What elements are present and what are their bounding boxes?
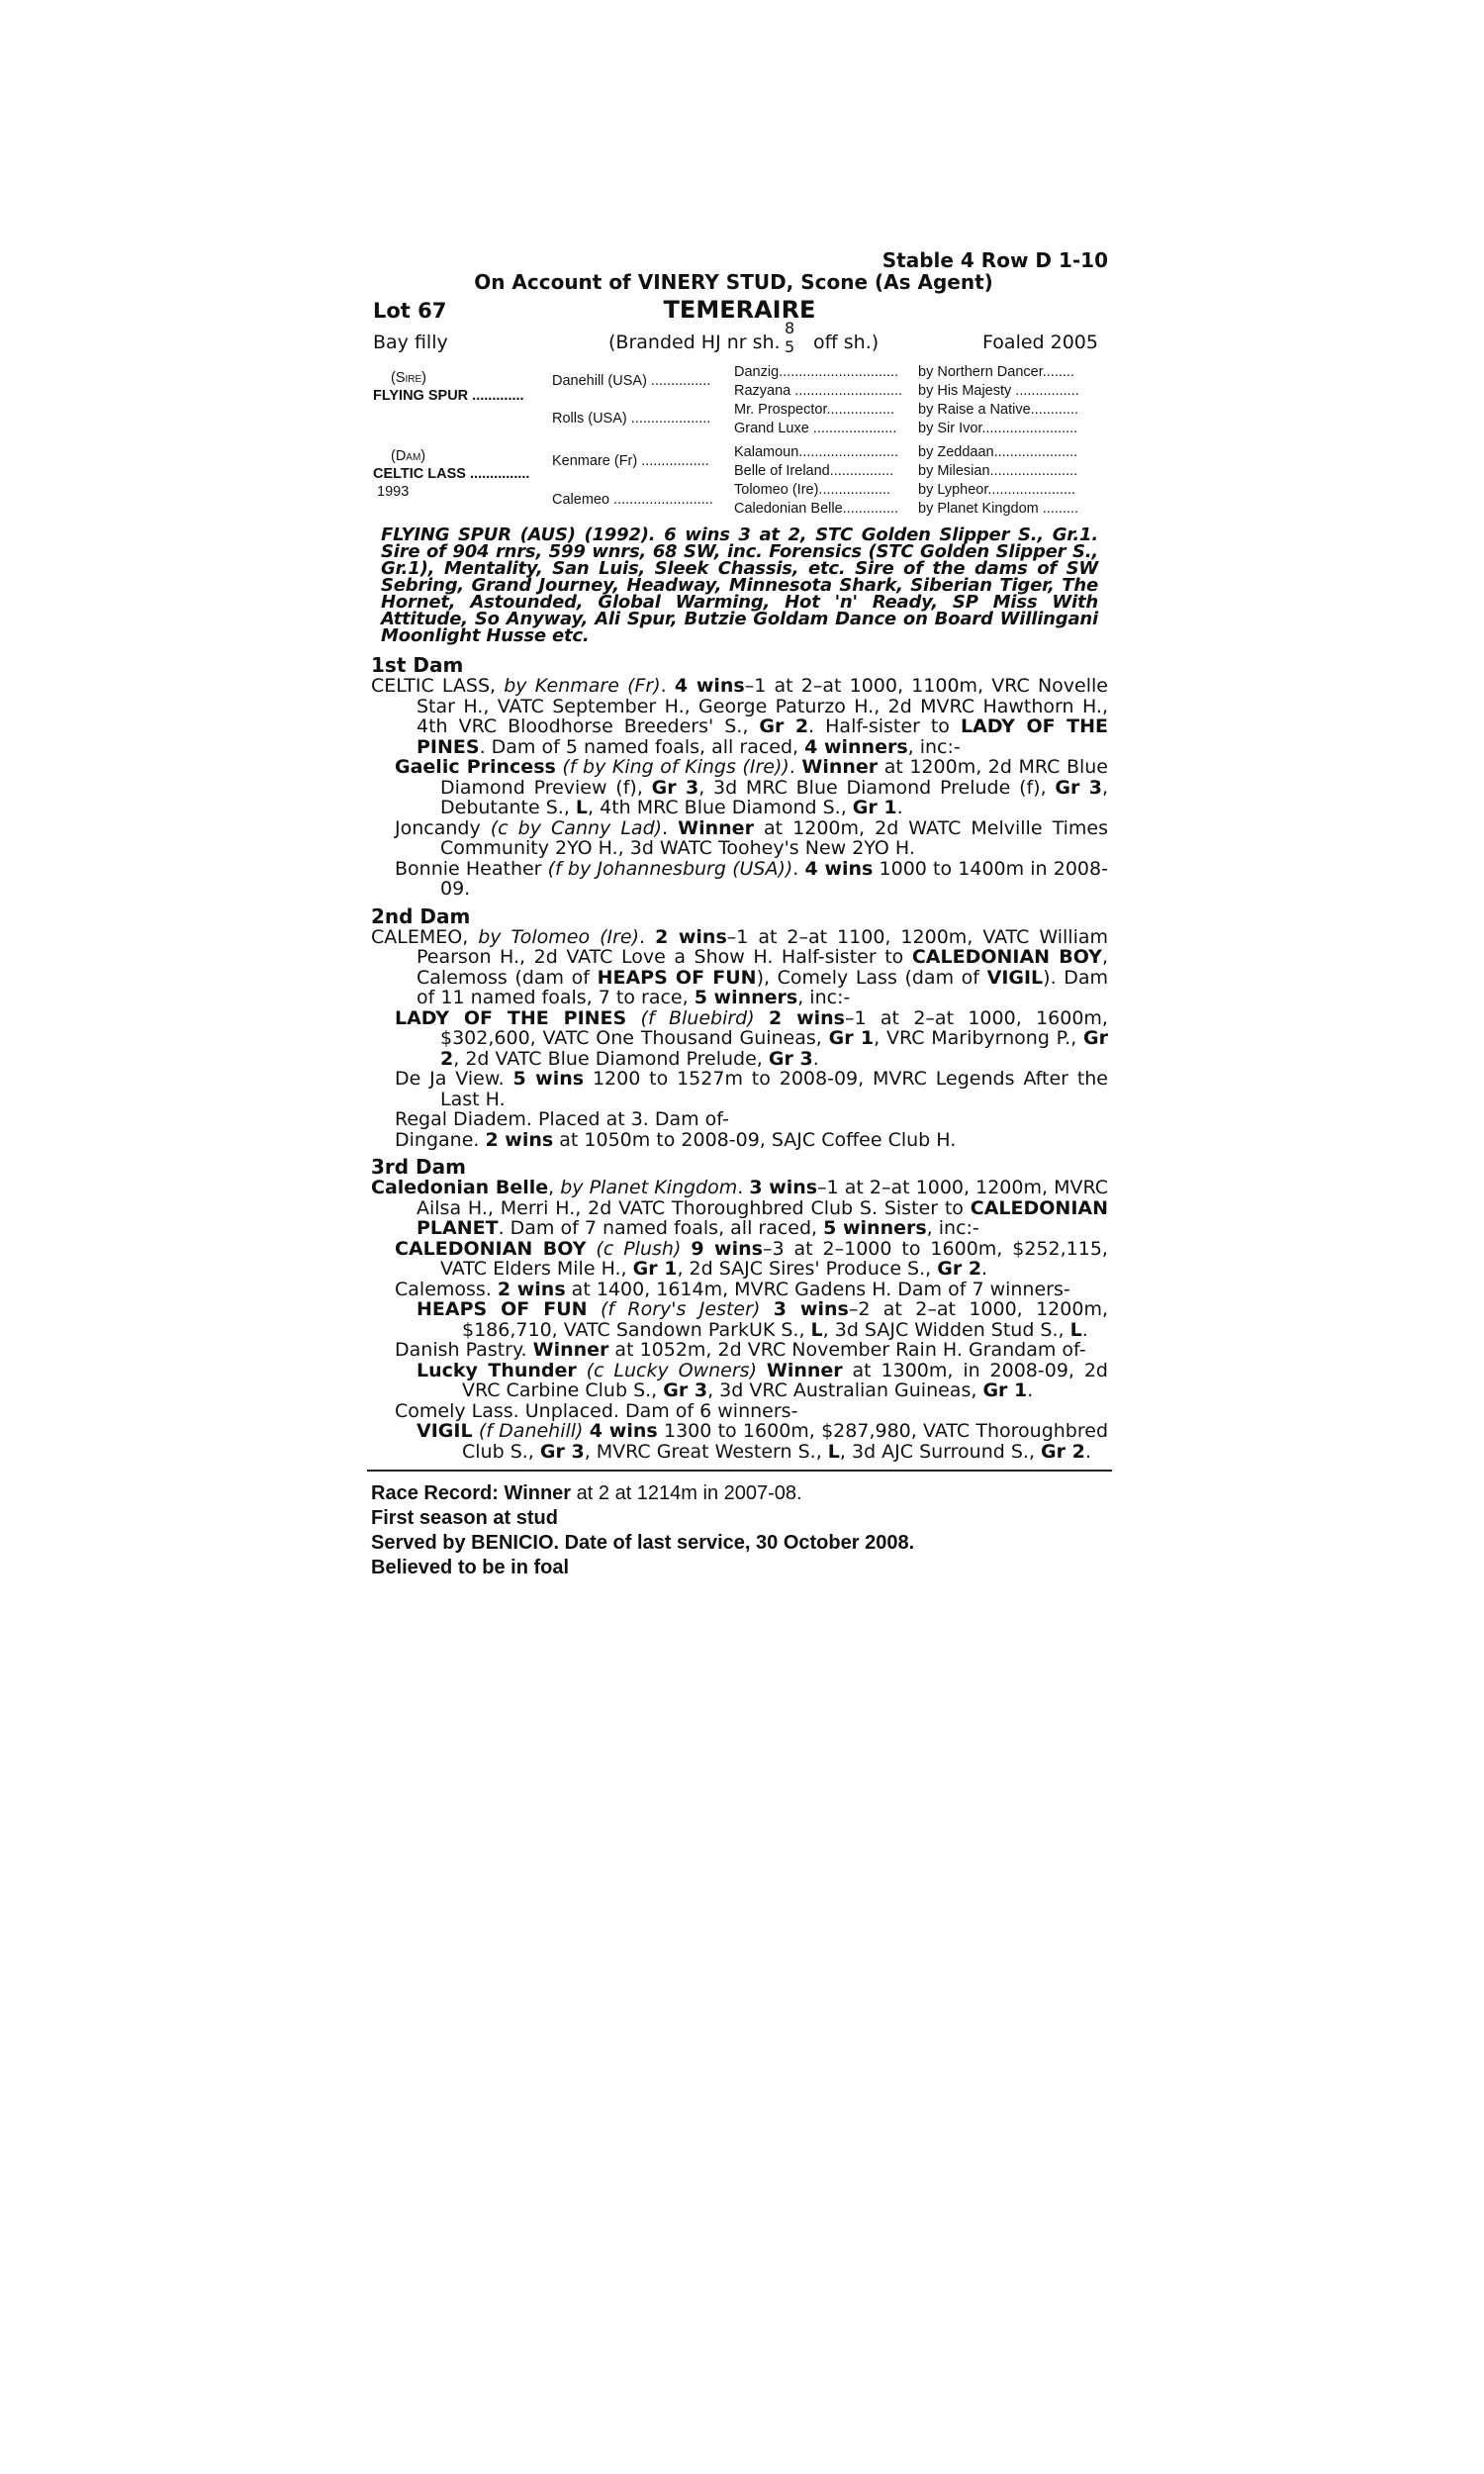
progeny-heaps-of-fun: HEAPS OF FUN (f Rory's Jester) 3 wins–2 at 2–at 1000, 1200m, $186,710, VATC Sandown ParkUK S., L, 3d SAJC Widden Stud S., L. (417, 1298, 1108, 1341)
first-dam-entry: CELTIC LASS, by Kenmare (Fr). 4 wins–1 at 2–at 1000, 1100m, VRC Novelle Star H., VATC September H., George Paturzo H., 2d MVRC Hawthorn H., 4th VRC Bloodhorse Breeders' S., Gr 2. Half-sister to LADY OF THE PINES. Dam of 5 named foals, all raced, 4 winners, inc:- (371, 675, 1108, 758)
progeny-caledonian-boy: CALEDONIAN BOY (c Plush) 9 wins–3 at 2–1000 to 1600m, $252,115, VATC Elders Mile H., Gr 1, 2d SAJC Sires' Produce S., Gr 2. (395, 1237, 1108, 1280)
ped-g3-4: by Zeddaan..................... (918, 444, 1078, 460)
brand-denominator: 5 (785, 337, 795, 356)
lot-row (371, 293, 1108, 323)
second-dam-entry: CALEMEO, by Tolomeo (Ire). 2 wins–1 at 2–at 1100, 1200m, VATC William Pearson H., 2d VATC Love a Show H. Half-sister to CALEDONIAN BOY, Calemoss (dam of HEAPS OF FUN), Comely Lass (dam of VIGIL). Dam of 11 named foals, 7 to race, 5 winners, inc:- (371, 925, 1108, 1008)
sire-label: (Sire) (391, 370, 426, 386)
progeny-joncandy: Joncandy (c by Canny Lad). Winner at 1200m, 2d WATC Melville Times Community 2YO H., 3d WATC Toohey's New 2YO H. (395, 816, 1108, 859)
brand-numerator: 8 (785, 319, 795, 337)
ped-g2-5: Belle of Ireland................ (734, 463, 894, 479)
vendor-account: On Account of VINERY STUD, Scone (As Agent) (474, 270, 993, 294)
progeny-regal-diadem: Regal Diadem. Placed at 3. Dam of- (395, 1108, 729, 1130)
ped-g1-0: Danehill (USA) ............... (552, 373, 711, 389)
first-dam-heading: 1st Dam (371, 653, 464, 677)
foal-status: Believed to be in foal (371, 1557, 570, 1578)
divider (367, 1470, 1112, 1472)
progeny-vigil: VIGIL (f Danehill) 4 wins 1300 to 1600m, $287,980, VATC Thoroughbred Club S., Gr 3, MVRC Great Western S., L, 3d AJC Surround S., Gr 2. (417, 1420, 1109, 1463)
progeny-dingane: Dingane. 2 wins at 1050m to 2008-09, SAJC Coffee Club H. (395, 1128, 957, 1151)
foaled-year: Foaled 2005 (982, 332, 1098, 353)
progeny-danish-pastry: Danish Pastry. Winner at 1052m, 2d VRC November Rain H. Grandam of- (395, 1339, 1086, 1361)
ped-g2-1: Razyana ........................... (734, 383, 903, 399)
stable-location: Stable 4 Row D 1-10 (881, 248, 1108, 272)
progeny-de-ja-view: De Ja View. 5 wins 1200 to 1527m to 2008-09, MVRC Legends After the Last H. (395, 1068, 1108, 1110)
ped-g2-0: Danzig.............................. (734, 364, 898, 380)
progeny-gaelic-princess: Gaelic Princess (f by King of Kings (Ire)). Winner at 1200m, 2d MRC Blue Diamond Preview (f), Gr 3, 3d MRC Blue Diamond Prelude (f), Gr 3, Debutante S., L, 4th MRC Blue Diamond S., Gr 1. (395, 756, 1108, 818)
third-dam-heading: 3rd Dam (371, 1155, 466, 1179)
ped-g2-3: Grand Luxe ..................... (734, 421, 897, 436)
progeny-lucky-thunder: Lucky Thunder (c Lucky Owners) Winner at 1300m, in 2008-09, 2d VRC Carbine Club S., Gr 3, 3d VRC Australian Guineas, Gr 1. (417, 1359, 1108, 1401)
dam-year: 1993 (377, 484, 410, 500)
horse-name: TEMERAIRE (663, 296, 816, 324)
service-info: Served by BENICIO. Date of last service, 30 October 2008. (371, 1532, 915, 1554)
progeny-bonnie-heather: Bonnie Heather (f by Johannesburg (USA)). 4 wins 1000 to 1400m in 2008-09. (395, 857, 1108, 900)
ped-g1-1: Rolls (USA) .................... (552, 411, 711, 427)
catalogue-page (371, 249, 1108, 1580)
info-row (371, 319, 1108, 360)
ped-g1-3: Calemeo ......................... (552, 492, 713, 508)
sire-summary: FLYING SPUR (AUS) (1992). 6 wins 3 at 2, STC Golden Slipper S., Gr.1. Sire of 904 rnrs, 599 wnrs, 68 SW, inc. Forensics (STC Golden Slipper S., Gr.1), Mentality, San Luis, Sleek Chassis, etc. Sire of the dams of SW Sebring, Grand Journey, Headway, Minnesota Shark, Siberian Tiger, The Hornet, Astounded, Global Warming, Hot 'n' Ready, SP Miss With Attitude, So Anyway, Ali Spur, Butzie Goldam Dance on Board Willingani Moonlight Husse etc. (381, 524, 1098, 646)
brand-text: (Branded HJ nr sh. (608, 332, 781, 353)
sire-name: FLYING SPUR ............. (373, 388, 524, 404)
ped-g1-2: Kenmare (Fr) ................. (552, 453, 709, 469)
third-dam-entry: Caledonian Belle, by Planet Kingdom. 3 wins–1 at 2–at 1000, 1200m, MVRC Ailsa H., Merri H., 2d VATC Thoroughbred Club S. Sister to CALEDONIAN PLANET. Dam of 7 named foals, all raced, 5 winners, inc:- (371, 1177, 1108, 1239)
ped-g3-5: by Milesian...................... (918, 463, 1078, 479)
stud-season: First season at stud (371, 1507, 558, 1529)
ped-g3-2: by Raise a Native............ (918, 402, 1078, 418)
ped-g2-6: Tolomeo (Ire).................. (734, 482, 890, 498)
progeny-comely-lass: Comely Lass. Unplaced. Dam of 6 winners- (395, 1399, 798, 1422)
horse-sex: Bay filly (373, 332, 448, 353)
brand-fraction (785, 319, 794, 356)
ped-g2-2: Mr. Prospector................. (734, 402, 894, 418)
ped-g3-1: by His Majesty ................ (918, 383, 1079, 399)
lot-number: Lot 67 (373, 299, 447, 323)
ped-g2-7: Caledonian Belle.............. (734, 501, 899, 517)
ped-g3-0: by Northern Dancer........ (918, 364, 1074, 380)
ped-g3-6: by Lypheor...................... (918, 482, 1076, 498)
progeny-calemoss: Calemoss. 2 wins at 1400, 1614m, MVRC Gadens H. Dam of 7 winners- (395, 1278, 1070, 1300)
pedigree-table (371, 360, 1108, 519)
ped-g2-4: Kalamoun......................... (734, 444, 899, 460)
race-record: Race Record: Winner at 2 at 1214m in 2007-08. (371, 1482, 802, 1504)
progeny-lady-of-the-pines: LADY OF THE PINES (f Bluebird) 2 wins–1 at 2–at 1000, 1600m, $302,600, VATC One Thousand Guineas, Gr 1, VRC Maribyrnong P., Gr 2, 2d VATC Blue Diamond Prelude, Gr 3. (395, 1006, 1108, 1070)
second-dam-heading: 2nd Dam (371, 904, 471, 928)
dam-label: (Dam) (391, 448, 426, 464)
dam-name: CELTIC LASS ............... (373, 466, 530, 482)
brand-text-end: off sh.) (813, 332, 880, 353)
ped-g3-3: by Sir Ivor........................ (918, 421, 1078, 436)
ped-g3-7: by Planet Kingdom ......... (918, 501, 1079, 517)
